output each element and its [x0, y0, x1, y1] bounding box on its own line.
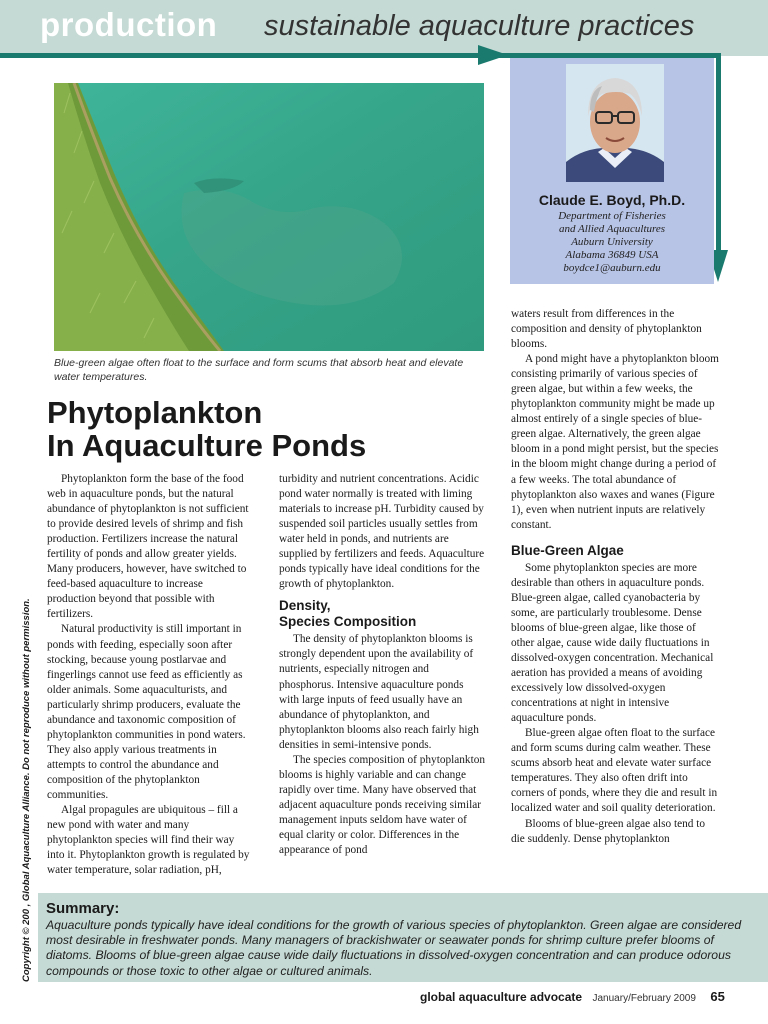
- paragraph: waters result from differences in the composition and density of phytoplankton blooms.: [511, 308, 702, 351]
- paragraph: The species composition of phytoplankton blooms is highly variable and can change rapidly over time. Many have observed that adjacent aquaculture ponds receiving similar management inputs seldom have water of equal clarity or color. Differences in the appearance of pond: [279, 753, 486, 857]
- subhead-density-line-1: Density,: [279, 598, 331, 614]
- paragraph: turbidity and nutrient concentrations. Acidic pond water normally is treated with liming materials to increase pH. Turbidity caused by suspended soil particles usually settles from water held in ponds, and nutrients are supplied by fertilizers and feeds. Aquaculture ponds typically have ideal conditions for the growth of phytoplankton.: [279, 473, 485, 591]
- paragraph: The density of phytoplankton blooms is strongly dependent upon the availability of nutrients, especially nitrogen and phosphorus. Intensive aquaculture ponds with large inputs of feed usually have an abundance of phytoplankton, and phytoplankton blooms also reach fairly high densities in semi-intensive ponds.: [279, 633, 479, 751]
- author-name: Claude E. Boyd, Ph.D.: [538, 192, 686, 208]
- photo-caption: Blue-green algae often float to the surface and form scums that absorb heat and elevate water temperatures.: [54, 357, 464, 383]
- article-title-line-2: In Aquaculture Ponds: [47, 428, 367, 463]
- section-label: production: [40, 6, 218, 43]
- summary-text: Aquaculture ponds typically have ideal conditions for the growth of various species of phytoplankton. Green algae are considered most desirable in freshwater ponds. Many managers of brackishwater or seawater ponds for shrimp culture prefer blooms of diatoms. Blooms of blue-green algae cause wide daily fluctuations in dissolved-oxygen concentration and can produce odorous compounds or those toxic to other algae or cultured animals.: [46, 918, 742, 978]
- section-topic: sustainable aquaculture practices: [264, 10, 695, 42]
- summary-label: Summary:: [46, 900, 120, 917]
- arrow-right-icon: [478, 45, 508, 65]
- pond-photo: [54, 83, 484, 351]
- paragraph: A pond might have a phytoplankton bloom consisting primarily of various species of green algae, but within a few weeks, the phytoplankton community might be made up almost entirely of a single species of blue-green algae. Alternatively, the green algae bloom in a pond might persist, but the species in the bloom might change during a period of a few weeks. The total abundance of phytoplankton also waxes and wanes (Figure 1), even when nutrient inputs are relatively constant.: [511, 353, 719, 531]
- article-title: [47, 396, 366, 462]
- body-column-2: [279, 472, 485, 858]
- paragraph: Phytoplankton form the base of the food web in aquaculture ponds, but the natural abundance of phytoplankton is not sufficient to provide desired levels of shrimp and fish production. Fertilizers increase the natural fertility of ponds and allow greater yields. Many producers, however, have switched to feed-based aquaculture to increase production beyond that possible with fertilizers.: [47, 473, 249, 621]
- author-affiliation-4: Alabama 36849 USA: [565, 249, 659, 261]
- body-column-3: [511, 307, 721, 847]
- author-email[interactable]: boydce1@auburn.edu: [563, 262, 661, 274]
- page-footer: [420, 988, 726, 1006]
- summary-box: [38, 893, 768, 982]
- subhead-density-line-2: Species Composition: [279, 614, 417, 630]
- paragraph: Blue-green algae often float to the surface and form scums during calm weather. These scums absorb heat and elevate water surface temperatures. They also often drift into corners of ponds, where they die and result in localized water and soil quality deterioration.: [511, 727, 718, 815]
- body-column-1: [47, 472, 253, 878]
- article-title-line-1: Phytoplankton: [47, 395, 263, 430]
- subhead-blue-green-algae: Blue-Green Algae: [511, 542, 624, 558]
- author-affiliation-2: and Allied Aquacultures: [558, 223, 666, 235]
- subhead-density: [279, 598, 485, 630]
- publication-name: global aquaculture advocate: [420, 990, 583, 1004]
- author-portrait: [566, 64, 664, 182]
- paragraph: Some phytoplankton species are more desirable than others in aquaculture ponds. Blue-green algae, called cyanobacteria by some, are particularly troublesome. Dense blooms of blue-green algae, like those of other algae, cause wide daily fluctuations in dissolved-oxygen concentration. Mechanical aeration has provided a means of avoiding excessively low dissolved-oxygen concentrations at night in intensive aquaculture ponds.: [511, 561, 714, 725]
- copyright-notice: Copyright © 200 , Global Aquaculture Alliance. Do not reproduce without permission.: [21, 598, 32, 982]
- paragraph: Natural productivity is still important in ponds with feeding, especially soon after stocking, because young postlarvae and fingerlings cannot use feed as efficiently as older animals. Some aquaculturists, and particularly shrimp producers, evaluate the abundance and taxonomic composition of phytoplankton communities in pond waters. They also apply various treatments in attempts to control the abundance and composition of the phytoplankton communities.: [47, 623, 246, 801]
- paragraph: Blooms of blue-green algae also tend to die suddenly. Dense phytoplankton: [511, 817, 706, 845]
- section-header: [0, 0, 768, 56]
- author-box: [510, 58, 714, 284]
- author-affiliation-1: Department of Fisheries: [558, 210, 666, 222]
- side-rule: [716, 53, 721, 253]
- issue-date: January/February 2009: [592, 993, 696, 1004]
- page-number: 65: [710, 989, 725, 1004]
- author-affiliation-3: Auburn University: [571, 236, 653, 248]
- paragraph: Algal propagules are ubiquitous – fill a new pond with water and many phytoplankton species will find their way into it. Phytoplankton growth is regulated by water temperature, solar radiation, pH,: [47, 804, 250, 877]
